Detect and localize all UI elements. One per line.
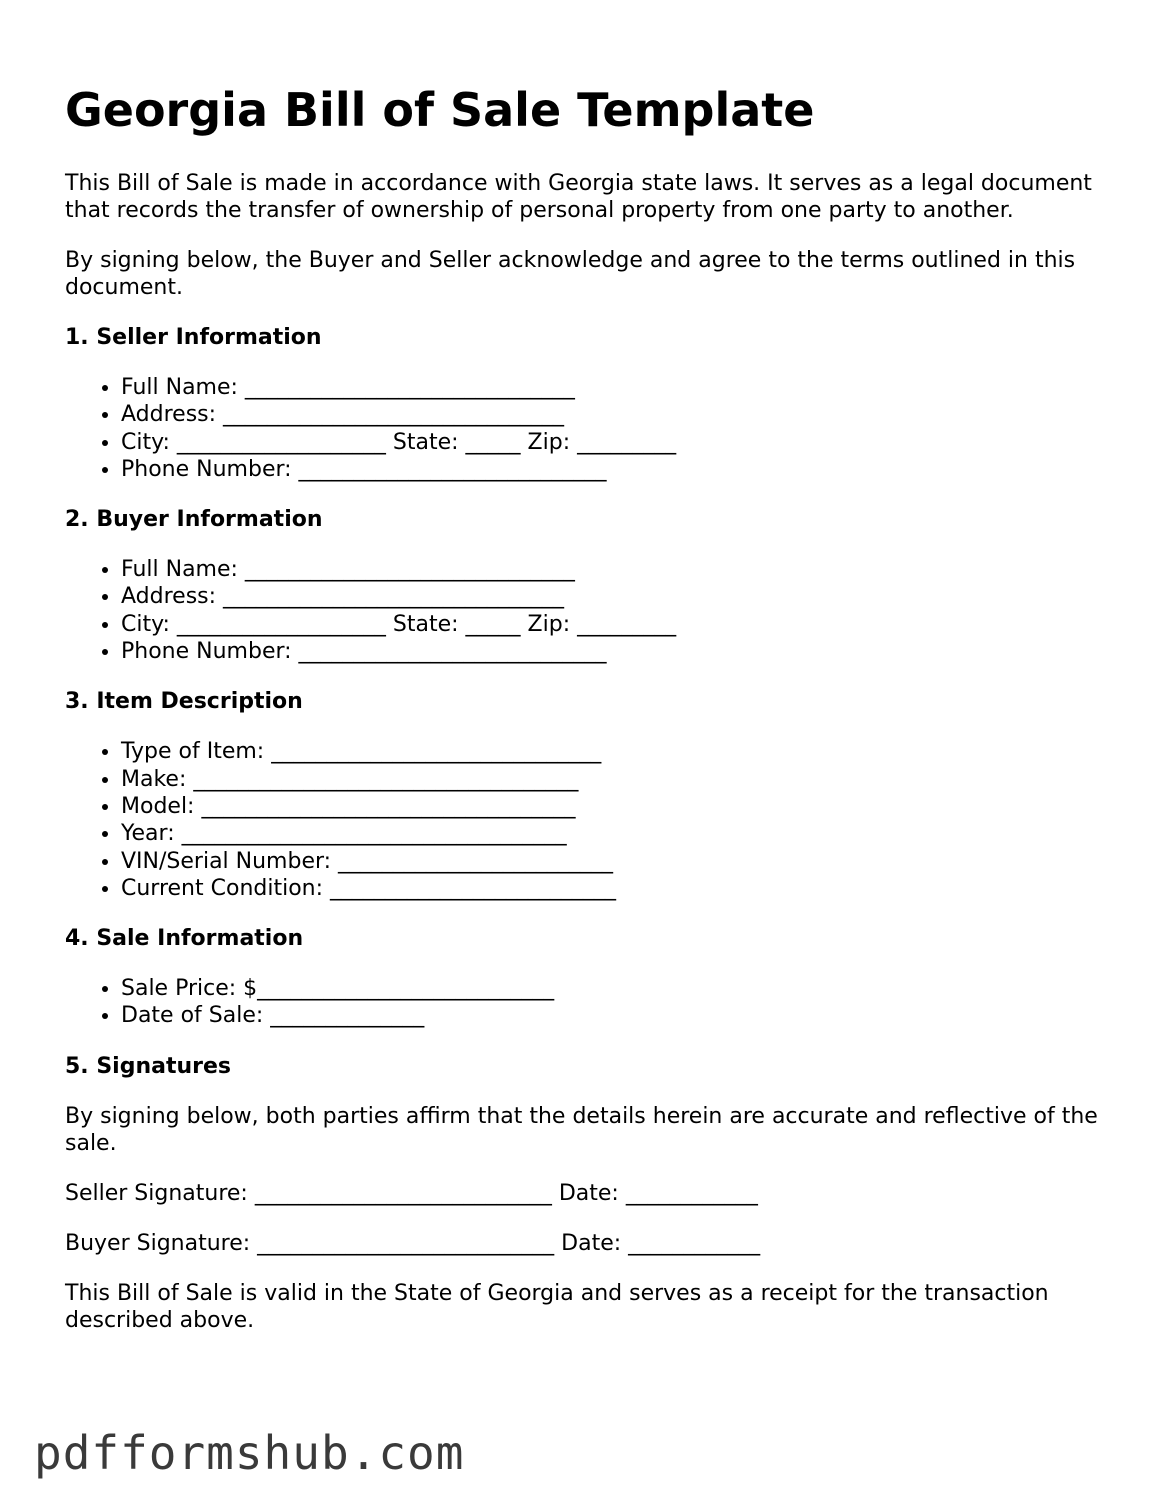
sale-info-list (65, 975, 1105, 1030)
buyer-full-name-field: • Full Name: ______________________________ (121, 556, 1105, 583)
buyer-signature-line: Buyer Signature: ___________________________ Date: ____________ (65, 1230, 761, 1256)
signatures-paragraph: By signing below, both parties affirm that the details herein are accurate and reflective of the sale. (65, 1103, 1098, 1156)
buyer-city-state-zip-field: • City: ___________________ State: _____ Zip: _________ (121, 611, 1105, 638)
item-section-heading: 3. Item Description (65, 689, 303, 715)
sale-price-field: • Sale Price: $___________________________ (121, 975, 1105, 1002)
signatures-section-heading: 5. Signatures (65, 1053, 232, 1079)
item-vin-field: • VIN/Serial Number: _________________________ (121, 848, 1105, 875)
seller-full-name-field: • Full Name: ______________________________ (121, 374, 1105, 401)
buyer-phone-field: • Phone Number: ____________________________ (121, 638, 1105, 665)
intro-paragraph: This Bill of Sale is made in accordance with Georgia state laws. It serves as a legal document that records the transfer of ownership of personal property from one party to another. (65, 171, 1092, 223)
seller-signature-line: Seller Signature: ___________________________ Date: ____________ (65, 1180, 758, 1206)
sale-date-field: • Date of Sale: ______________ (121, 1002, 1105, 1029)
document-title: Georgia Bill of Sale Template (65, 83, 815, 137)
seller-city-state-zip-field: • City: ___________________ State: _____ Zip: _________ (121, 429, 1105, 456)
item-year-field: • Year: ___________________________________ (121, 820, 1105, 847)
watermark-brand: pdfformshub.com (34, 1426, 465, 1480)
seller-address-field: • Address: _______________________________ (121, 401, 1105, 428)
seller-section-heading: 1. Seller Information (65, 325, 322, 350)
item-make-field: • Make: ___________________________________ (121, 766, 1105, 793)
buyer-info-list (65, 556, 1105, 665)
sale-section-heading: 4. Sale Information (65, 926, 304, 952)
acknowledgement-paragraph: By signing below, the Buyer and Seller acknowledge and agree to the terms outlined in this document. (65, 248, 1076, 300)
buyer-address-field: • Address: _______________________________ (121, 583, 1105, 610)
document-page (65, 80, 1105, 1357)
closing-paragraph: This Bill of Sale is valid in the State of Georgia and serves as a receipt for the transaction described above. (65, 1280, 1049, 1333)
item-model-field: • Model: __________________________________ (121, 793, 1105, 820)
buyer-section-heading: 2. Buyer Information (65, 507, 323, 533)
item-condition-field: • Current Condition: __________________________ (121, 875, 1105, 902)
item-type-field: • Type of Item: ______________________________ (121, 738, 1105, 765)
seller-info-list (65, 374, 1105, 483)
seller-phone-field: • Phone Number: ____________________________ (121, 456, 1105, 483)
item-description-list (65, 738, 1105, 902)
